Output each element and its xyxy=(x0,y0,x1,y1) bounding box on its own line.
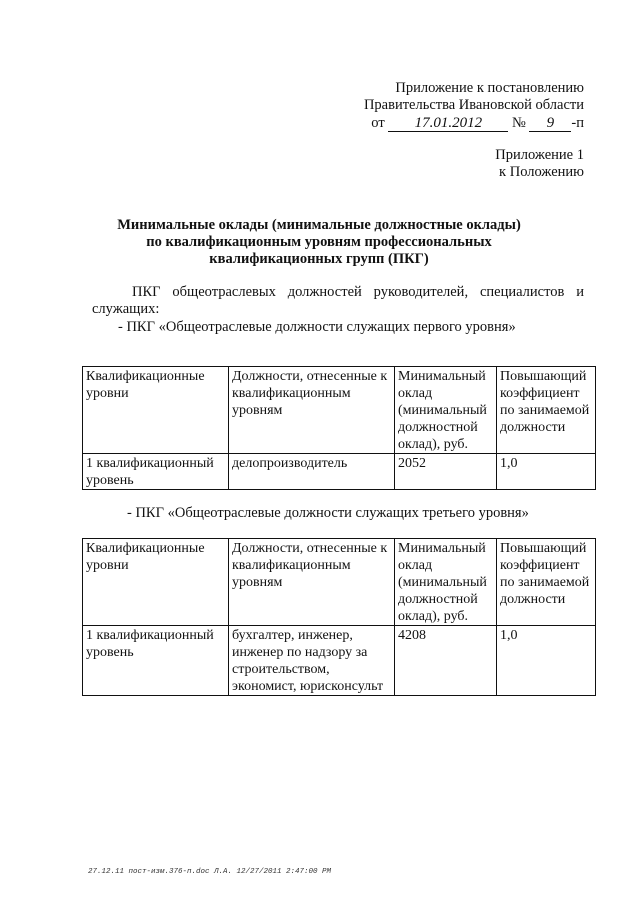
group3-caption: - ПКГ «Общеотраслевые должности служащих третьего уровня» xyxy=(127,505,529,521)
cell-positions: бухгалтер, инженер, инженер по надзору за строительством, экономист, юрисконсульт xyxy=(229,626,395,696)
header-line1: Приложение к постановлению xyxy=(395,80,584,96)
salary-table-2 xyxy=(82,538,596,696)
table-header-row xyxy=(83,539,596,626)
file-footer: 27.12.11 пост-изм.376-п.doc Л.А. 12/27/2011 2:47:00 PM xyxy=(88,868,332,876)
number-label: № xyxy=(511,115,526,131)
header-cell-levels: Квалификационные уровни xyxy=(83,367,229,454)
cell-salary: 2052 xyxy=(395,454,497,490)
cell-coefficient: 1,0 xyxy=(497,626,596,696)
header-cell-coefficient: Повышающий коэффициент по занимаемой должности xyxy=(497,367,596,454)
cell-coefficient: 1,0 xyxy=(497,454,596,490)
title-line1: Минимальные оклады (минимальные должностные оклады) xyxy=(117,217,521,233)
header-block xyxy=(284,80,584,132)
from-label: от xyxy=(371,115,385,131)
title-line2: по квалификационным уровням профессиональных xyxy=(146,234,492,250)
title-line3: квалификационных групп (ПКГ) xyxy=(209,251,429,267)
intro-line1: ПКГ общеотраслевых должностей руководителей, специалистов и xyxy=(132,284,584,300)
table-row xyxy=(83,626,596,696)
appendix-line2: к Положению xyxy=(499,164,584,180)
cell-salary: 4208 xyxy=(395,626,497,696)
group1-caption: - ПКГ «Общеотраслевые должности служащих первого уровня» xyxy=(118,319,516,335)
appendix-block xyxy=(384,147,584,181)
header-cell-salary: Минимальный оклад (минимальный должностной оклад), руб. xyxy=(395,539,497,626)
cell-positions: делопроизводитель xyxy=(229,454,395,490)
header-cell-positions: Должности, отнесенные к квалификационным уровням xyxy=(229,539,395,626)
table-header-row xyxy=(83,367,596,454)
header-cell-coefficient: Повышающий коэффициент по занимаемой должности xyxy=(497,539,596,626)
header-line2: Правительства Ивановской области xyxy=(363,97,584,113)
number-suffix: -п xyxy=(571,115,584,131)
number-value: 9 xyxy=(529,116,571,132)
header-cell-positions: Должности, отнесенные к квалификационным уровням xyxy=(229,367,395,454)
intro-line2: служащих: xyxy=(92,301,160,317)
header-date-line xyxy=(284,115,584,132)
appendix-line1: Приложение 1 xyxy=(495,147,584,163)
header-cell-levels: Квалификационные уровни xyxy=(83,539,229,626)
table-row xyxy=(83,454,596,490)
document-title xyxy=(80,217,558,268)
intro-paragraph xyxy=(92,284,584,318)
cell-level: 1 квалификационный уровень xyxy=(83,626,229,696)
date-value: 17.01.2012 xyxy=(388,116,508,132)
salary-table-1 xyxy=(82,366,596,490)
cell-level: 1 квалификационный уровень xyxy=(83,454,229,490)
header-cell-salary: Минимальный оклад (минимальный должностной оклад), руб. xyxy=(395,367,497,454)
